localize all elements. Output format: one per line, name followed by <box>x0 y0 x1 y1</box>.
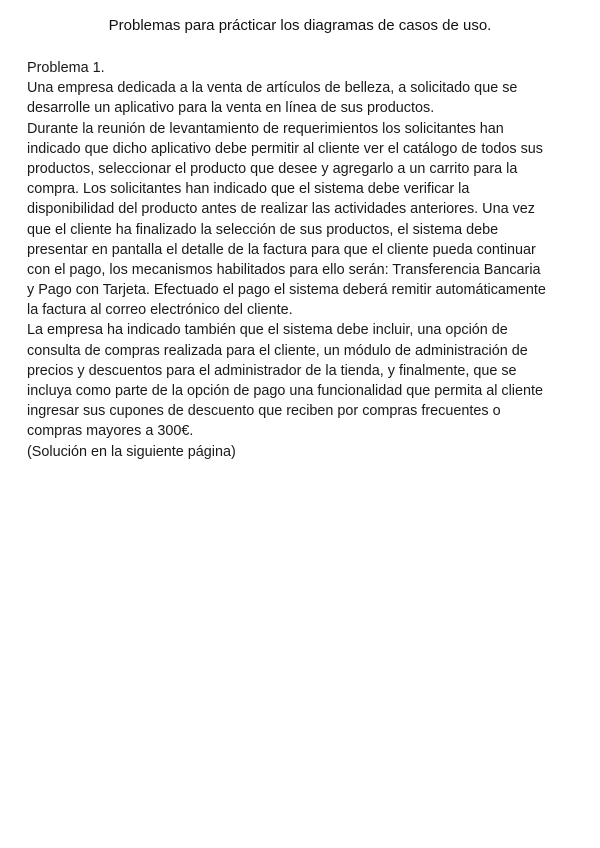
paragraph-line: incluya como parte de la opción de pago una funcionalidad que permita al cliente <box>27 383 544 399</box>
paragraph-line: disponibilidad del producto antes de realizar las actividades anteriores. Una vez <box>27 201 535 218</box>
solution-note: (Solución en la siguiente página) <box>27 443 236 460</box>
problem-body <box>27 58 575 462</box>
paragraph-line: la factura al correo electrónico del cliente. <box>27 302 293 319</box>
paragraph-line: presentar en pantalla el detalle de la factura para que el cliente pueda continuar <box>27 241 536 258</box>
paragraph-line: desarrolle un aplicativo para la venta en línea de sus productos. <box>27 100 435 117</box>
paragraph-line: indicado que dicho aplicativo debe permitir al cliente ver el catálogo de todos sus <box>27 140 543 157</box>
paragraph-line: productos, seleccionar el producto que desee y agregarlo a un carrito para la <box>27 160 518 177</box>
paragraph-line: compra. Los solicitantes han indicado que el sistema debe verificar la <box>27 181 470 198</box>
paragraph-line: consulta de compras realizada para el cliente, un módulo de administración de <box>27 342 528 359</box>
paragraph-line: ingresar sus cupones de descuento que reciben por compras frecuentes o <box>27 403 501 420</box>
page-title: Problemas para prácticar los diagramas de casos de uso. <box>108 17 492 34</box>
paragraph-line: que el cliente ha finalizado la selección de sus productos, el sistema debe <box>27 221 499 238</box>
paragraph-line: Durante la reunión de levantamiento de requerimientos los solicitantes han <box>27 120 504 137</box>
paragraph-line: con el pago, los mecanismos habilitados para ello serán: Transferencia Bancaria <box>27 261 541 278</box>
paragraph-line: compras mayores a 300€. <box>27 423 194 440</box>
paragraph-line: y Pago con Tarjeta. Efectuado el pago el sistema deberá remitir automáticamente <box>27 282 546 299</box>
paragraph-line: precios y descuentos para el administrador de la tienda, y finalmente, que se <box>27 362 517 379</box>
paragraph-line: La empresa ha indicado también que el sistema debe incluir, una opción de <box>27 322 508 339</box>
problem-heading: Problema 1. <box>27 60 105 76</box>
paragraph-line: Una empresa dedicada a la venta de artículos de belleza, a solicitado que se <box>27 80 518 97</box>
